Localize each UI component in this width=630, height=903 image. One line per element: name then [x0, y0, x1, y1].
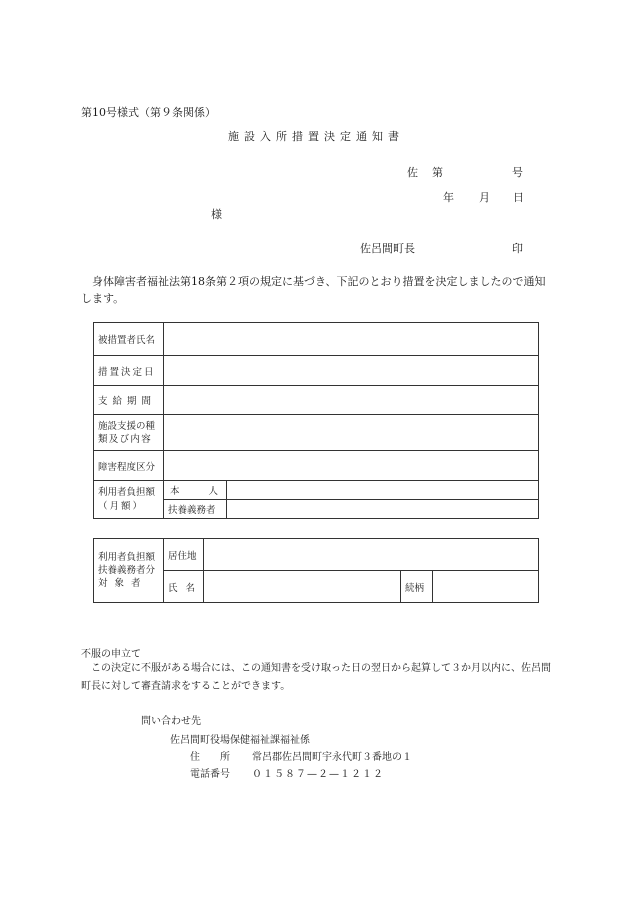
label-recipient-name: 被措置者氏名	[94, 323, 164, 356]
label-decision-date: 措置決定日	[94, 356, 164, 386]
label-disability-level: 障害程度区分	[94, 451, 164, 481]
label-name: 氏 名	[164, 571, 204, 603]
label-payment-period: 支給期間	[94, 386, 164, 415]
date-day: 日	[513, 191, 524, 204]
phone-label: 電話番号	[190, 769, 230, 780]
self-burden-field	[227, 481, 539, 500]
obligor-table	[93, 538, 539, 603]
date-month: 月	[479, 191, 490, 204]
label-relationship: 続柄	[401, 571, 433, 603]
label-self: 本 人	[164, 481, 227, 500]
obligor-burden-field	[227, 500, 539, 519]
name-field	[204, 571, 401, 603]
label-facility-support: 施設支援の種 類及び内容	[94, 415, 164, 451]
decision-date-field	[164, 356, 539, 386]
facility-support-field	[164, 415, 539, 451]
reference-go: 号	[512, 166, 523, 179]
document-title: 施設入所措置決定通知書	[228, 130, 404, 143]
seal-mark: 印	[512, 242, 523, 255]
reference-dai: 第	[432, 166, 443, 179]
objection-heading: 不服の申立て	[81, 649, 141, 660]
disability-level-field	[164, 451, 539, 481]
label-residence: 居住地	[164, 539, 204, 571]
contact-office: 佐呂間町役場保健福祉課福祉係	[170, 735, 310, 746]
decision-table	[93, 322, 539, 519]
contact-phone: ０１５８７—２—１２１２	[252, 769, 384, 780]
contact-address: 常呂郡佐呂間町宇永代町３番地の１	[252, 752, 412, 763]
notice-text: 身体障害者福祉法第18条第２項の規定に基づき、下記のとおり措置を決定しましたので通知します。	[81, 275, 546, 305]
label-support-obligor: 扶養義務者	[164, 500, 227, 519]
address-label: 住 所	[190, 752, 230, 763]
issuer-name: 佐呂間町長	[360, 242, 415, 255]
form-number: 第10号様式（第９条関係）	[81, 106, 216, 119]
objection-text: この決定に不服がある場合には、この通知書を受け取った日の翌日から起算して３か月以内に、佐呂間町長に対して審査請求をすることができます。	[81, 663, 551, 692]
payment-period-field	[164, 386, 539, 415]
label-user-burden: 利用者負担額 （月額）	[94, 481, 164, 519]
label-obligor-target: 利用者負担額 扶養義務者分 対象者	[94, 539, 164, 603]
date-year: 年	[443, 191, 454, 204]
reference-prefix: 佐	[407, 166, 418, 179]
contact-heading: 問い合わせ先	[141, 716, 201, 727]
recipient-name-field	[164, 323, 539, 356]
relationship-field	[433, 571, 539, 603]
residence-field	[204, 539, 539, 571]
addressee-suffix: 様	[211, 208, 222, 221]
